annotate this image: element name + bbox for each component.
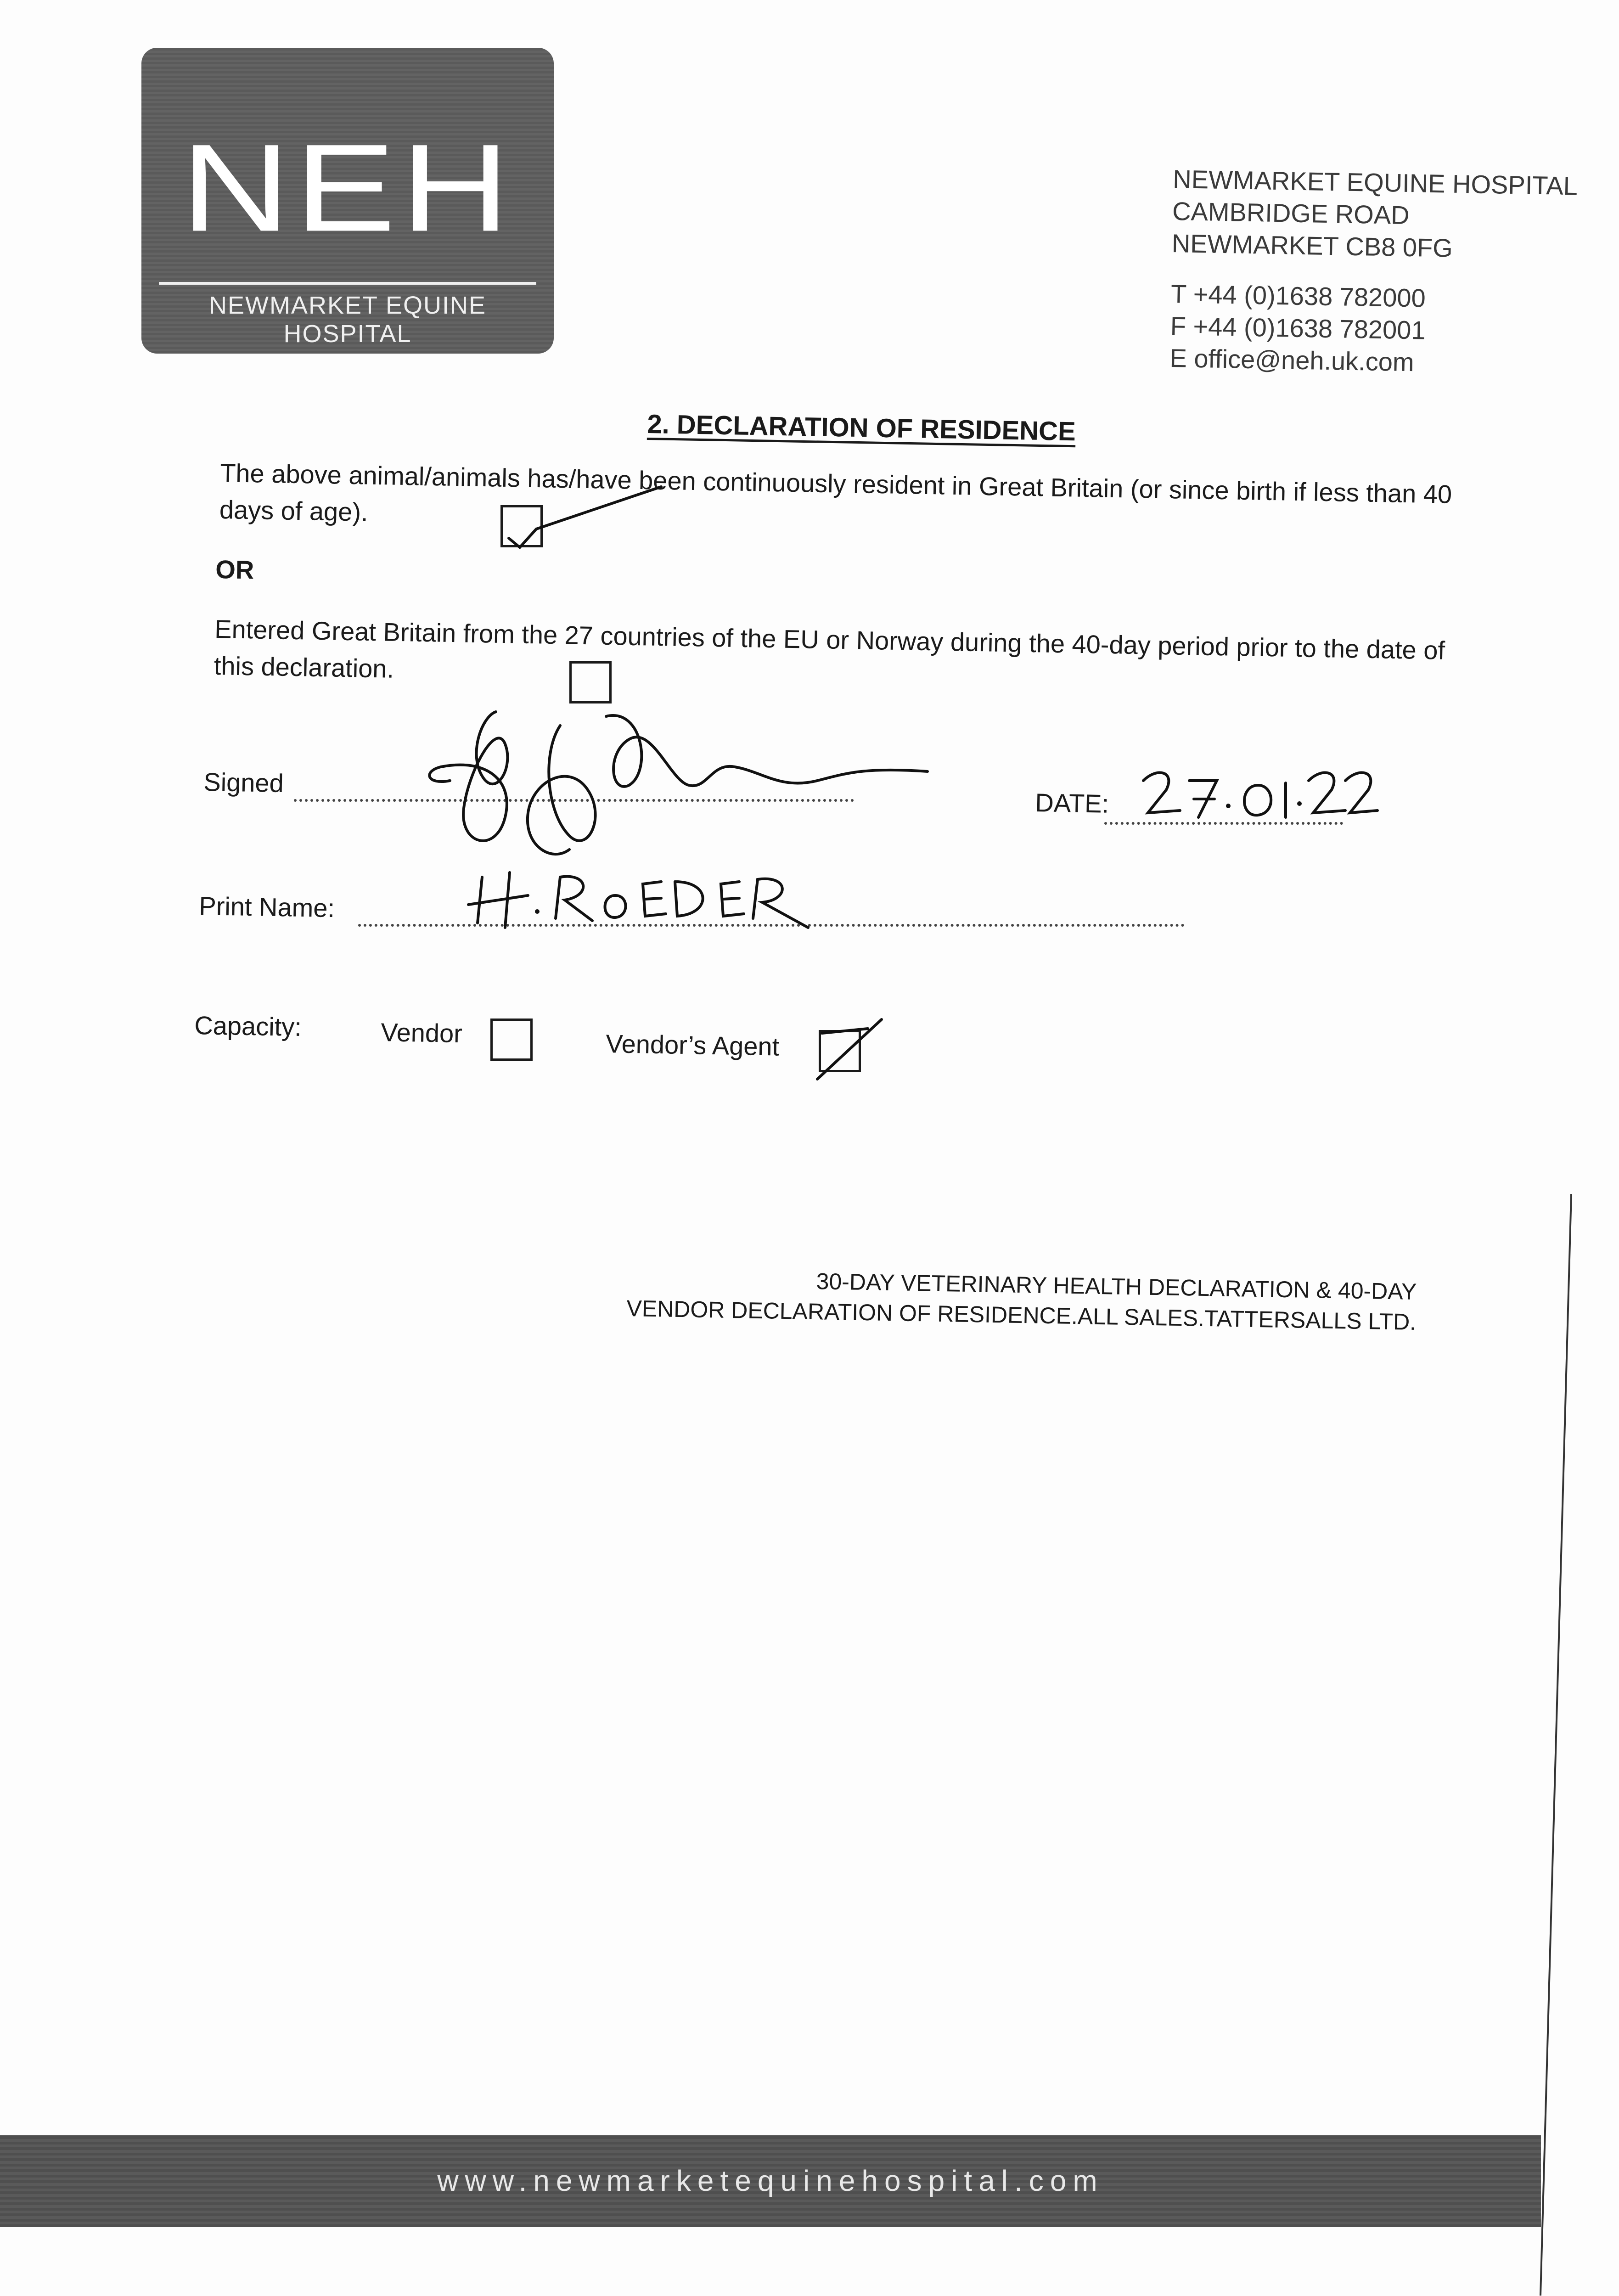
entry-statement: Entered Great Britain from the 27 countries of the EU or Norway during the 40-day period prior to the date of this declaration. — [214, 614, 1445, 683]
address-line-1: NEWMARKET EQUINE HOSPITAL — [1172, 164, 1578, 201]
signature-icon — [413, 698, 941, 872]
fax-number: F +44 (0)1638 782001 — [1170, 311, 1426, 345]
form-reference-note — [626, 1263, 1417, 1337]
address-line-2: CAMBRIDGE ROAD — [1172, 196, 1410, 230]
date-label: DATE: — [1034, 788, 1109, 818]
vendors-agent-label: Vendor’s Agent — [605, 1029, 780, 1061]
or-label: OR — [215, 554, 254, 585]
entered-checkbox[interactable] — [569, 661, 612, 703]
phone-number: T +44 (0)1638 782000 — [1170, 279, 1426, 313]
section-heading: 2. DECLARATION OF RESIDENCE — [646, 409, 1076, 447]
website-url: www.newmarketequinehospital.com — [437, 2164, 1104, 2197]
date-value — [1143, 762, 1162, 768]
resident-check-mark-icon — [496, 487, 689, 560]
vendor-checkbox[interactable] — [490, 1019, 533, 1061]
address-line-3: NEWMARKET CB8 0FG — [1171, 228, 1453, 263]
print-name-value — [473, 872, 499, 878]
form-reference-line-1: 30-DAY VETERINARY HEALTH DECLARATION & 40-DAY — [816, 1268, 1417, 1305]
hospital-address — [1169, 163, 1586, 382]
print-name-handwriting-icon — [468, 868, 817, 937]
logo-mark: NEH — [180, 118, 515, 257]
signed-label: Signed — [203, 767, 284, 798]
residence-statement: The above animal/animals has/have been continuously resident in Great Britain (or since birth if less than 40 days of age). — [219, 458, 1452, 527]
logo-subtitle: NEWMARKET EQUINE HOSPITAL — [159, 282, 536, 348]
footer-band — [0, 2135, 1541, 2227]
print-name-label: Print Name: — [198, 891, 335, 923]
form-reference-line-2: VENDOR DECLARATION OF RESIDENCE.ALL SALES.TATTERSALLS LTD. — [626, 1295, 1417, 1335]
neh-logo — [141, 48, 554, 354]
date-handwriting-icon — [1139, 762, 1377, 831]
capacity-label: Capacity: — [194, 1010, 302, 1042]
vendors-agent-check-mark-icon — [813, 1015, 891, 1088]
vendor-label: Vendor — [380, 1017, 463, 1048]
scan-edge-line — [1540, 1194, 1572, 2296]
email-address: E office@neh.uk.com — [1169, 343, 1415, 377]
